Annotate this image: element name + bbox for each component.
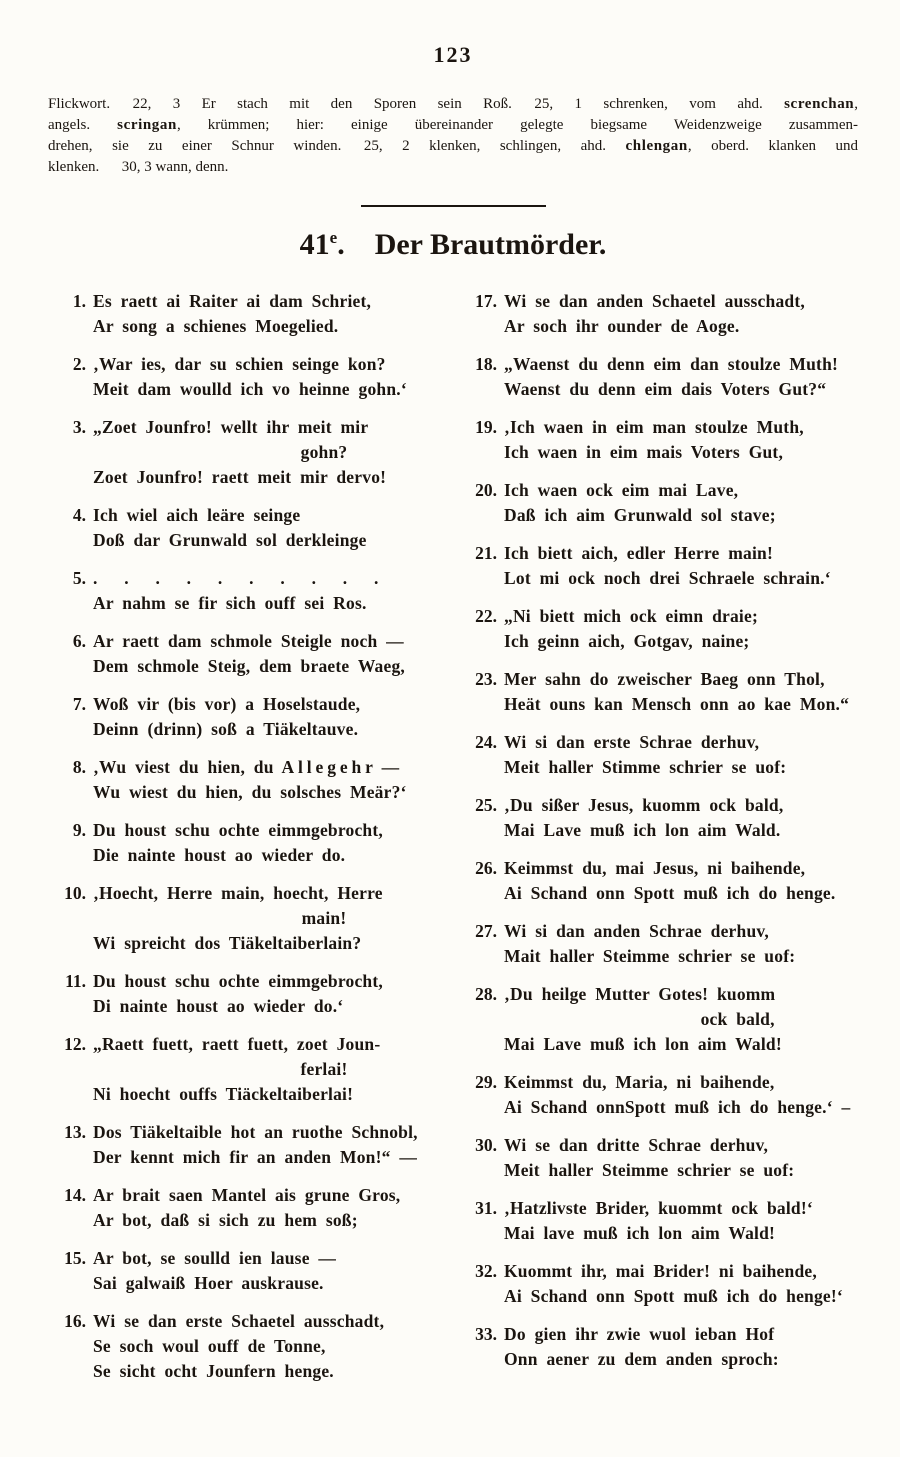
verse [48, 352, 443, 402]
verse [459, 856, 858, 906]
verse-number: 33. [475, 1324, 497, 1344]
verse-number: 2. [72, 354, 86, 374]
verse-number: 3. [72, 417, 86, 437]
verse-line: main! [301, 908, 347, 928]
verse-number: 13. [64, 1122, 86, 1142]
verse-line: Ich waen in eim mais Voters Gut, [504, 442, 784, 462]
footnote-text: Flickwort. 22, 3 Er stach mit den Sporen sein Roß. 25, 1 schrenken, vom ahd. [48, 96, 785, 112]
verse-body [504, 1259, 858, 1309]
verse-line: Daß ich aim Grunwald sol stave; [504, 505, 776, 525]
verse-line: Sai galwaiß Hoer auskrause. [93, 1273, 324, 1293]
verse [459, 793, 858, 843]
verse-body [93, 969, 443, 1019]
verse-line: Se sicht ocht Jounfern henge. [93, 1361, 334, 1381]
verse-line: Mai lave muß ich lon aim Wald! [504, 1223, 776, 1243]
verse-line: Der kennt mich fir an anden Mon!“ — [93, 1147, 418, 1167]
footnote-block [48, 94, 858, 178]
verse-line: Deinn (drinn) soß a Tiäkeltauve. [93, 719, 359, 739]
verse [459, 352, 858, 402]
verse-line: Kuommt ihr, mai Brider! ni baihende, [504, 1261, 817, 1281]
verse-line: ‚War ies, dar su schien seinge kon? [93, 354, 386, 374]
verse-number: 15. [64, 1248, 86, 1268]
verse-line: Ai Schand onn Spott muß ich do henge!‘ [504, 1286, 843, 1306]
verse-number: 4. [72, 505, 86, 525]
verse-line: Wi se dan erste Schaetel ausschadt, [93, 1311, 385, 1331]
verse [48, 818, 443, 868]
verse-line: Keimmst du, mai Jesus, ni baihende, [504, 858, 806, 878]
verse-line: ‚Wu viest du hien, du A l l e g e h r — [93, 757, 400, 777]
verse-line: Heät ouns kan Mensch onn ao kae Mon.“ [504, 694, 850, 714]
verse-line: Wi si dan erste Schrae derhuv, [504, 732, 760, 752]
verse-line: ‚Du sißer Jesus, kuomm ock bald, [504, 795, 784, 815]
verse-line: Meit dam woulld ich vo heinne gohn.‘ [93, 379, 407, 399]
verse-line: Di nainte houst ao wieder do.‘ [93, 996, 344, 1016]
verse-body [504, 1070, 858, 1120]
verse-number: 22. [475, 606, 497, 626]
verse-line: ‚Hoecht, Herre main, hoecht, Herre [93, 883, 383, 903]
verse-body [93, 289, 443, 339]
verse-line: Wi se dan anden Schaetel ausschadt, [504, 291, 805, 311]
verse [48, 289, 443, 339]
verse-line: Ar raett dam schmole Steigle noch — [93, 631, 404, 651]
footnote-text: , krümmen; hier: einige übereinander gelegte biegsame Weidenzweige zusammen- [176, 117, 858, 133]
verse-number: 10. [64, 883, 86, 903]
verse-body [93, 1032, 443, 1107]
footnote-text: angels. [48, 117, 118, 133]
verse [48, 1309, 443, 1384]
verse-line: Mer sahn do zweischer Baeg onn Thol, [504, 669, 825, 689]
verse-body [504, 604, 858, 654]
antiqua-gloss-word: chlengan [625, 138, 688, 154]
verse-line: Ai Schand onnSpott muß ich do henge.‘ – [504, 1097, 851, 1117]
verse-line: Wi se dan dritte Schrae derhuv, [504, 1135, 769, 1155]
verse-line: „Waenst du denn eim dan stoulze Muth! [504, 354, 839, 374]
verse-body [93, 1309, 443, 1384]
verse-number: 27. [475, 921, 497, 941]
verse-column-right [453, 289, 858, 1397]
verse-number: 6. [72, 631, 86, 651]
verse-body [504, 1133, 858, 1183]
verse [48, 629, 443, 679]
verse-line: „Raett fuett, raett fuett, zoet Joun- [93, 1034, 381, 1054]
verse-line: Mait haller Steimme schrier se uof: [504, 946, 796, 966]
verse-line: . . . . . . . . . . [93, 568, 379, 588]
verse-body [93, 818, 443, 868]
verse-body [504, 352, 858, 402]
verse-number: 14. [64, 1185, 86, 1205]
verse [459, 730, 858, 780]
verse-body [504, 478, 858, 528]
verse-line: Se soch woul ouff de Tonne, [93, 1336, 326, 1356]
footnote-text: klenken. 30, 3 wann, denn. [48, 159, 229, 175]
verse-body [504, 1322, 858, 1372]
verse-body [504, 856, 858, 906]
verse [459, 1070, 858, 1120]
verse-body [93, 1183, 443, 1233]
verse-line: Doß dar Grunwald sol derkleinge [93, 530, 367, 550]
verse-line: Ich waen ock eim mai Lave, [504, 480, 739, 500]
verse-line: Die nainte houst ao wieder do. [93, 845, 346, 865]
verse-body [93, 629, 443, 679]
verse [459, 604, 858, 654]
verse-line: ferlai! [300, 1059, 348, 1079]
verse-line: ock bald, [700, 1009, 775, 1029]
footnote-line [48, 157, 858, 178]
verse-body [504, 1196, 858, 1246]
verse-number: 21. [475, 543, 497, 563]
verse-line: Wu wiest du hien, du solsches Meär?‘ [93, 782, 407, 802]
verse [459, 289, 858, 339]
verse-line: Du houst schu ochte eimmgebrocht, [93, 971, 383, 991]
verse-number: 12. [64, 1034, 86, 1054]
verse [48, 969, 443, 1019]
verse-line: Onn aener zu dem anden sproch: [504, 1349, 779, 1369]
verse-number: 31. [475, 1198, 497, 1218]
verse [459, 415, 858, 465]
verse-body [93, 503, 443, 553]
verse [48, 1120, 443, 1170]
verse-line: ‚Du heilge Mutter Gotes! kuomm [504, 984, 776, 1004]
verse-line: Zoet Jounfro! raett meit mir dervo! [93, 467, 387, 487]
verse-column-left [48, 289, 453, 1397]
verse-number: 32. [475, 1261, 497, 1281]
verse-line: Mai Lave muß ich lon aim Wald. [504, 820, 781, 840]
verse-number: 5. [72, 568, 86, 588]
verse [48, 692, 443, 742]
verse-body [504, 982, 858, 1057]
verse-line: Woß vir (bis vor) a Hoselstaude, [93, 694, 361, 714]
verse-body [504, 667, 858, 717]
verse-line: Meit haller Stimme schrier se uof: [504, 757, 787, 777]
verse-line: Ar song a schienes Moegelied. [93, 316, 339, 336]
verse [459, 982, 858, 1057]
poem-name: . Der Brautmörder. [337, 228, 607, 261]
poem-number: 41 [299, 228, 330, 261]
verse-body [93, 352, 443, 402]
verse-line: Ai Schand onn Spott muß ich do henge. [504, 883, 836, 903]
page-number: 123 [433, 42, 473, 67]
verse-body [504, 289, 858, 339]
verse-line: Dos Tiäkeltaible hot an ruothe Schnobl, [93, 1122, 418, 1142]
verse-number: 26. [475, 858, 497, 878]
verse-body [93, 1246, 443, 1296]
verse-line: ‚Hatzlivste Brider, kuommt ock bald!‘ [504, 1198, 813, 1218]
footnote-text: , oberd. klanken und [687, 138, 859, 154]
footnote-line [48, 136, 858, 157]
verse-number: 19. [475, 417, 497, 437]
verse-body [93, 1120, 443, 1170]
verse [48, 566, 443, 616]
verse-number: 7. [72, 694, 86, 714]
verse-line: Dem schmole Steig, dem braete Waeg, [93, 656, 405, 676]
verse-line: Mai Lave muß ich lon aim Wald! [504, 1034, 782, 1054]
verse-number: 29. [475, 1072, 497, 1092]
verse [459, 1259, 858, 1309]
verse-number: 8. [72, 757, 86, 777]
verse-line: Ich geinn aich, Gotgav, naine; [504, 631, 750, 651]
poem-number-superscript: e [329, 228, 338, 247]
verse [459, 919, 858, 969]
footnote-text: drehen, sie zu einer Schnur winden. 25, 2 klenken, schlingen, ahd. [48, 138, 626, 154]
verse-number: 23. [475, 669, 497, 689]
verse [459, 1133, 858, 1183]
verse-line: Do gien ihr zwie wuol ieban Hof [504, 1324, 775, 1344]
verse-line: Ar bot, daß si sich zu hem soß; [93, 1210, 358, 1230]
verse-line: Ich wiel aich leäre seinge [93, 505, 301, 525]
verse-body [93, 881, 443, 956]
verse-line: Waenst du denn eim dais Voters Gut?“ [504, 379, 827, 399]
verse [459, 667, 858, 717]
verse-number: 28. [475, 984, 497, 1004]
antiqua-gloss-word: screnchan [784, 96, 855, 112]
verse [48, 503, 443, 553]
verse-line: Ar nahm se fir sich ouff sei Ros. [93, 593, 367, 613]
verse-line: Wi spreicht dos Tiäkeltaiberlain? [93, 933, 362, 953]
verse-line: Wi si dan anden Schrae derhuv, [504, 921, 769, 941]
verse-line: „Zoet Jounfro! wellt ihr meit mir [93, 417, 369, 437]
verse-number: 9. [72, 820, 86, 840]
verse-body [93, 415, 443, 490]
verse-body [93, 566, 443, 616]
verse-line: Ni hoecht ouffs Tiäckeltaiberlai! [93, 1084, 354, 1104]
verse-number: 24. [475, 732, 497, 752]
verse-number: 18. [475, 354, 497, 374]
verse-number: 20. [475, 480, 497, 500]
verse [48, 1183, 443, 1233]
verse-number: 1. [72, 291, 86, 311]
verse-number: 16. [64, 1311, 86, 1331]
verse-body [504, 919, 858, 969]
verse-columns [48, 289, 858, 1397]
verse [48, 415, 443, 490]
verse [459, 1196, 858, 1246]
verse-line: Ar soch ihr ounder de Aoge. [504, 316, 740, 336]
verse-line: Es raett ai Raiter ai dam Schriet, [93, 291, 372, 311]
verse-line: Ich biett aich, edler Herre main! [504, 543, 773, 563]
poem-title [48, 228, 858, 262]
antiqua-gloss-word: scringan [117, 117, 177, 133]
verse-line: Meit haller Steimme schrier se uof: [504, 1160, 795, 1180]
verse-line: Ar bot, se soulld ien lause — [93, 1248, 337, 1268]
verse-number: 17. [475, 291, 497, 311]
verse-number: 30. [475, 1135, 497, 1155]
verse-body [504, 541, 858, 591]
verse-number: 11. [65, 971, 86, 991]
verse-line: Du houst schu ochte eimmgebrocht, [93, 820, 383, 840]
footnote-line [48, 115, 858, 136]
verse [48, 1246, 443, 1296]
verse-line: ‚Ich waen in eim man stoulze Muth, [504, 417, 804, 437]
verse-body [93, 692, 443, 742]
verse [459, 1322, 858, 1372]
verse-body [504, 730, 858, 780]
verse-number: 25. [475, 795, 497, 815]
verse [48, 755, 443, 805]
verse-body [504, 793, 858, 843]
verse-line: Ar brait saen Mantel ais grune Gros, [93, 1185, 401, 1205]
verse-line: „Ni biett mich ock eimn draie; [504, 606, 758, 626]
verse-body [504, 415, 858, 465]
footnote-text: , [854, 96, 858, 112]
verse [48, 1032, 443, 1107]
verse-body [93, 755, 443, 805]
footnote-line [48, 94, 858, 115]
verse-line: gohn? [300, 442, 348, 462]
verse-line: Keimmst du, Maria, ni baihende, [504, 1072, 775, 1092]
verse [459, 541, 858, 591]
verse [48, 881, 443, 956]
section-divider [361, 205, 546, 207]
verse-line: Lot mi ock noch drei Schraele schrain.‘ [504, 568, 831, 588]
verse [459, 478, 858, 528]
